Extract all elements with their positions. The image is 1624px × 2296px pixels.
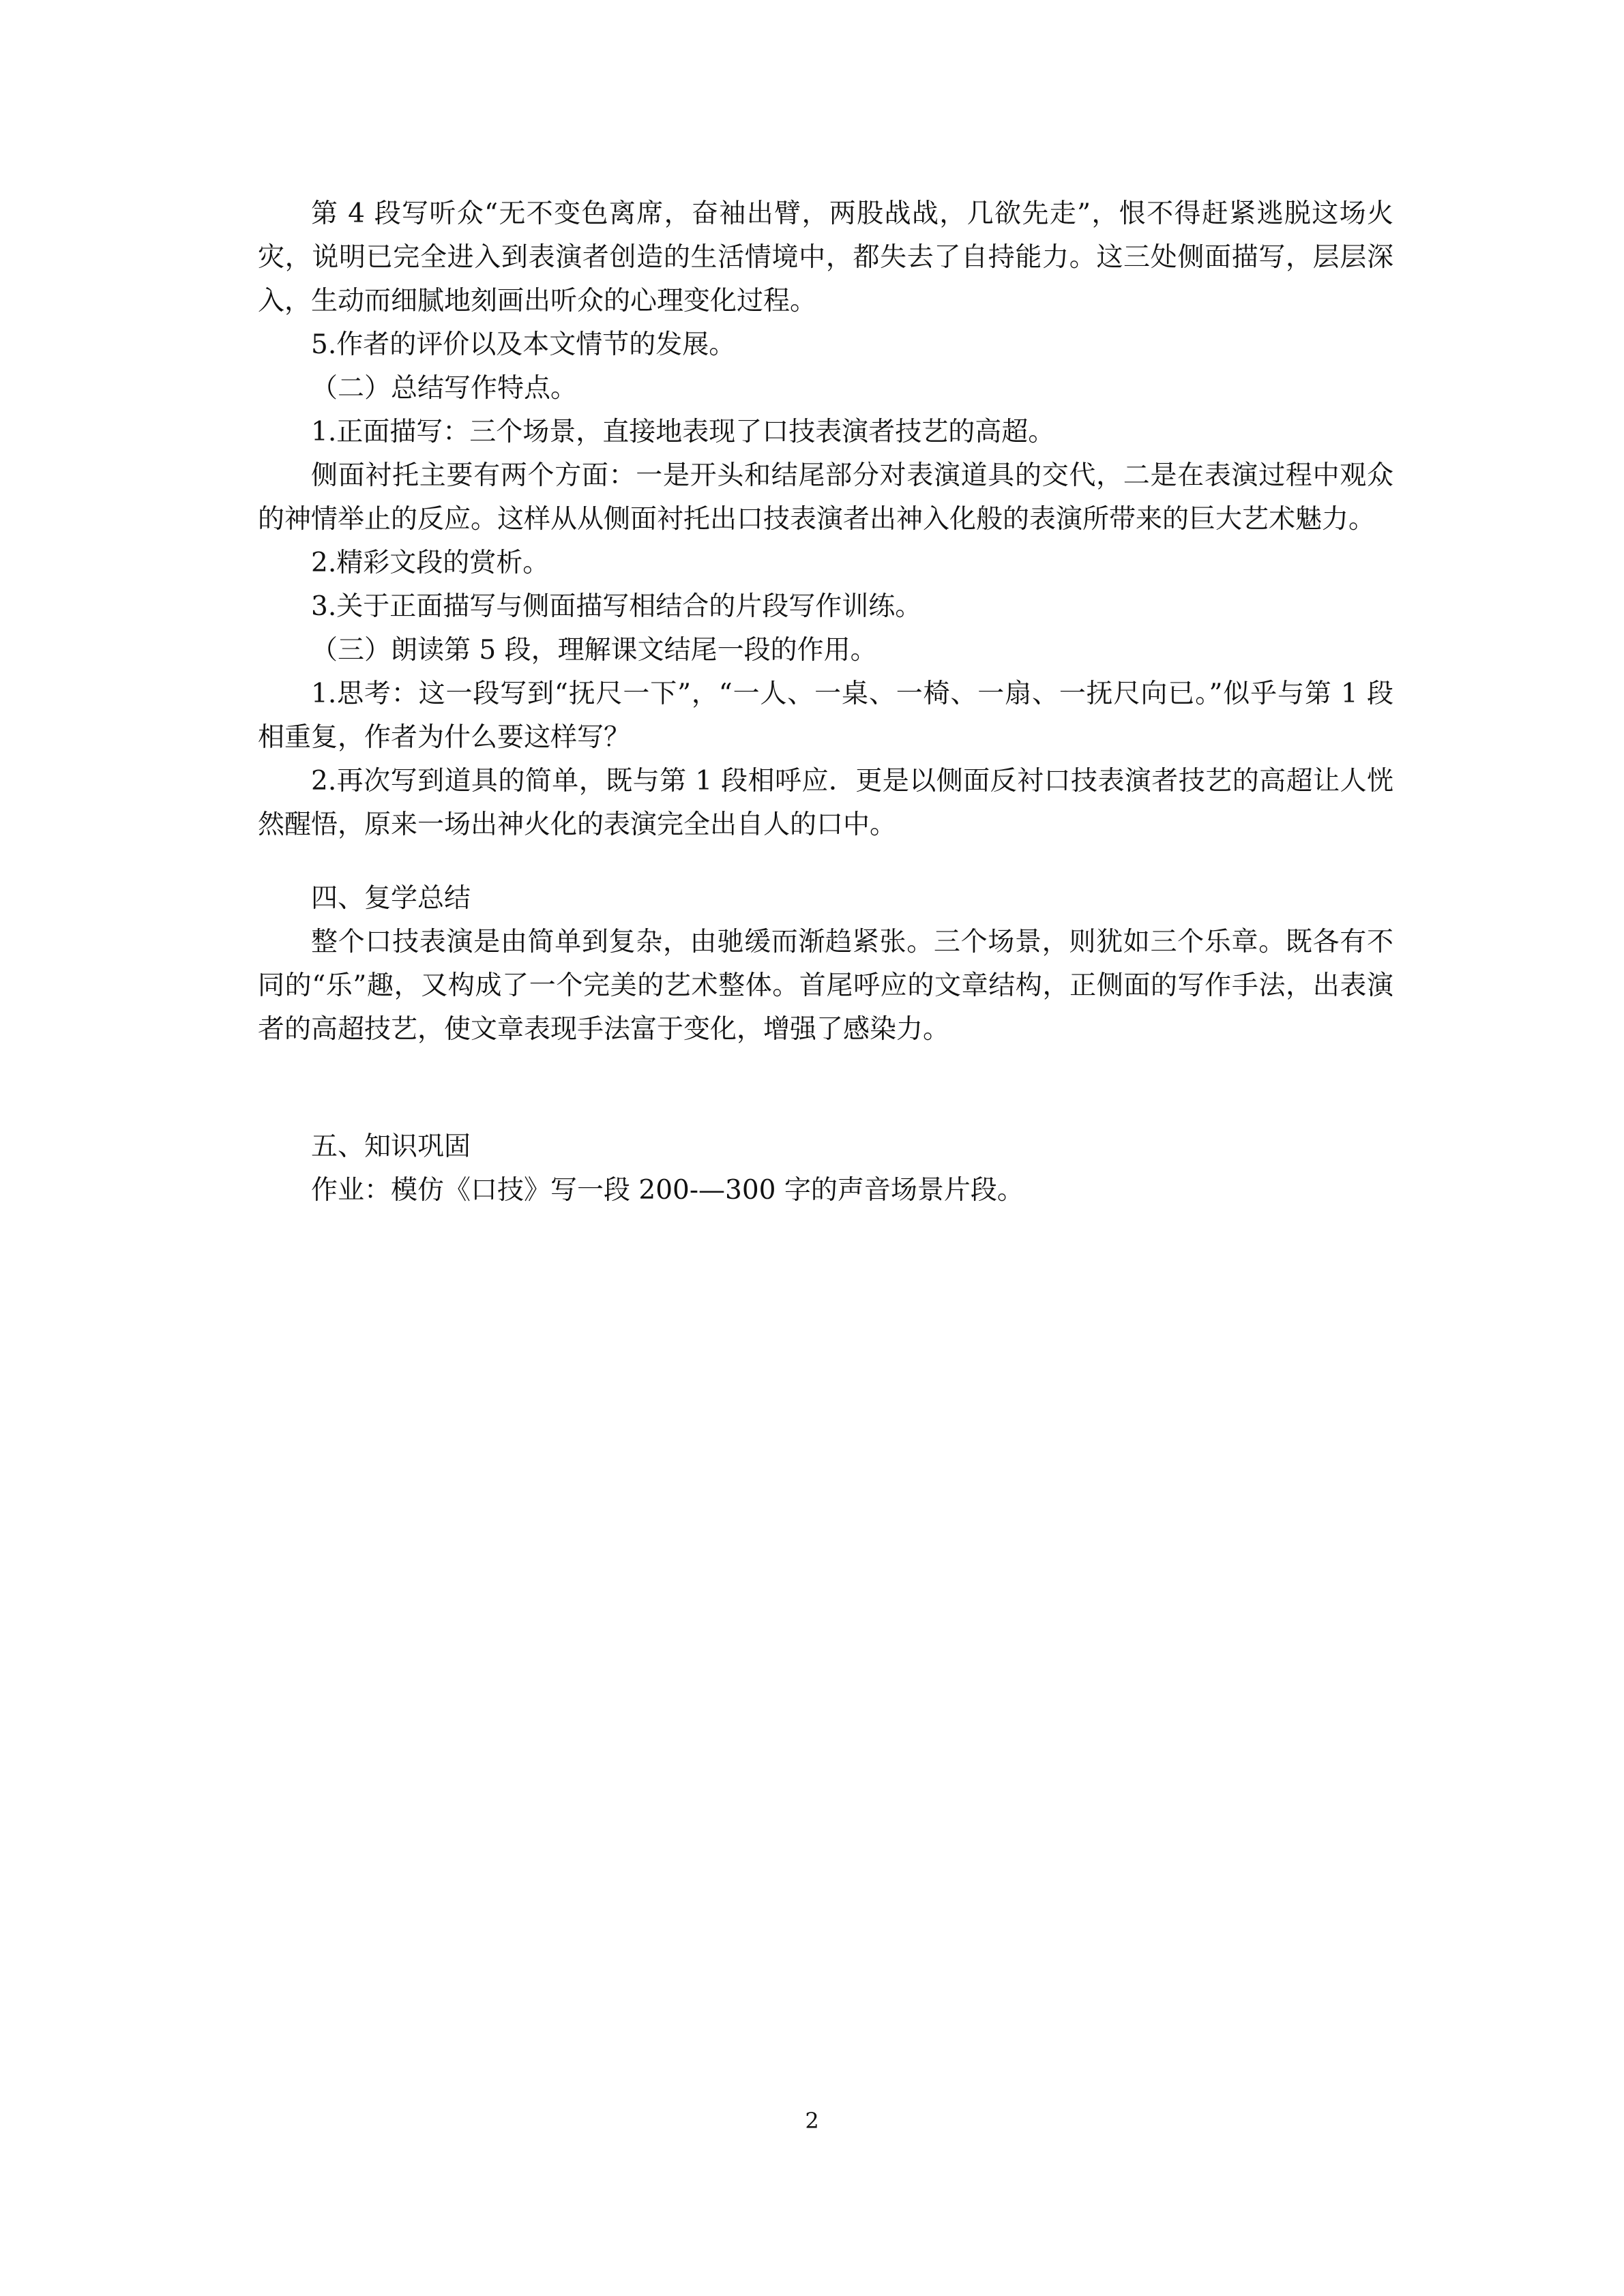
- paragraph-props-echo: 2.再次写到道具的简单，既与第 1 段相呼应．更是以侧面反衬口技表演者技艺的高超让人恍然醒悟，原来一场出神火化的表演完全出自人的口中。: [258, 766, 1393, 840]
- paragraph-review-summary: 整个口技表演是由简单到复杂，由驰缓而渐趋紧张。三个场景，则犹如三个乐章。既各有不同的“乐”趣，又构成了一个完美的艺术整体。首尾呼应的文章结构，正侧面的写作手法，出表演者的高超技艺，使文章表现手法富于变化，增强了感染力。: [258, 927, 1393, 1045]
- paragraph-passage-appreciation: 2.精彩文段的赏析。: [311, 548, 550, 578]
- paragraph-audience-reaction: 第 4 段写听众“无不变色离席，奋袖出臂，两股战战，几欲先走”，恨不得赶紧逃脱这场火灾，说明已完全进入到表演者创造的生活情境中，都失去了自持能力。这三处侧面描写，层层深入，生动而细腻地刻画出听众的心理变化过程。: [258, 198, 1393, 316]
- paragraph-homework: 作业：模仿《口技》写一段 200-—300 字的声音场景片段。: [311, 1175, 1024, 1206]
- subheading-read-paragraph-5: （三）朗读第 5 段，理解课文结尾一段的作用。: [311, 635, 877, 666]
- paragraph-indirect-contrast: 侧面衬托主要有两个方面：一是开头和结尾部分对表演道具的交代，二是在表演过程中观众的神情举止的反应。这样从从侧面衬托出口技表演者出神入化般的表演所带来的巨大艺术魅力。: [258, 460, 1393, 535]
- section-heading-consolidation: 五、知识巩固: [311, 1131, 471, 1162]
- paragraph-author-evaluation: 5.作者的评价以及本文情节的发展。: [311, 329, 736, 360]
- section-heading-review: 四、复学总结: [311, 883, 471, 914]
- page-number: 2: [805, 2108, 819, 2134]
- paragraph-thinking-question: 1.思考：这一段写到“抚尺一下”，“一人、一桌、一椅、一扇、一抚尺向已。”似乎与第 1 段相重复，作者为什么要这样写？: [258, 679, 1393, 753]
- subheading-writing-features: （二）总结写作特点。: [311, 373, 578, 404]
- page-content: [258, 192, 1393, 1212]
- paragraph-writing-practice: 3.关于正面描写与侧面描写相结合的片段写作训练。: [311, 591, 922, 622]
- spacer: [258, 1052, 1393, 1125]
- spacer: [258, 847, 1393, 877]
- paragraph-direct-description: 1.正面描写：三个场景，直接地表现了口技表演者技艺的高超。: [311, 417, 1055, 447]
